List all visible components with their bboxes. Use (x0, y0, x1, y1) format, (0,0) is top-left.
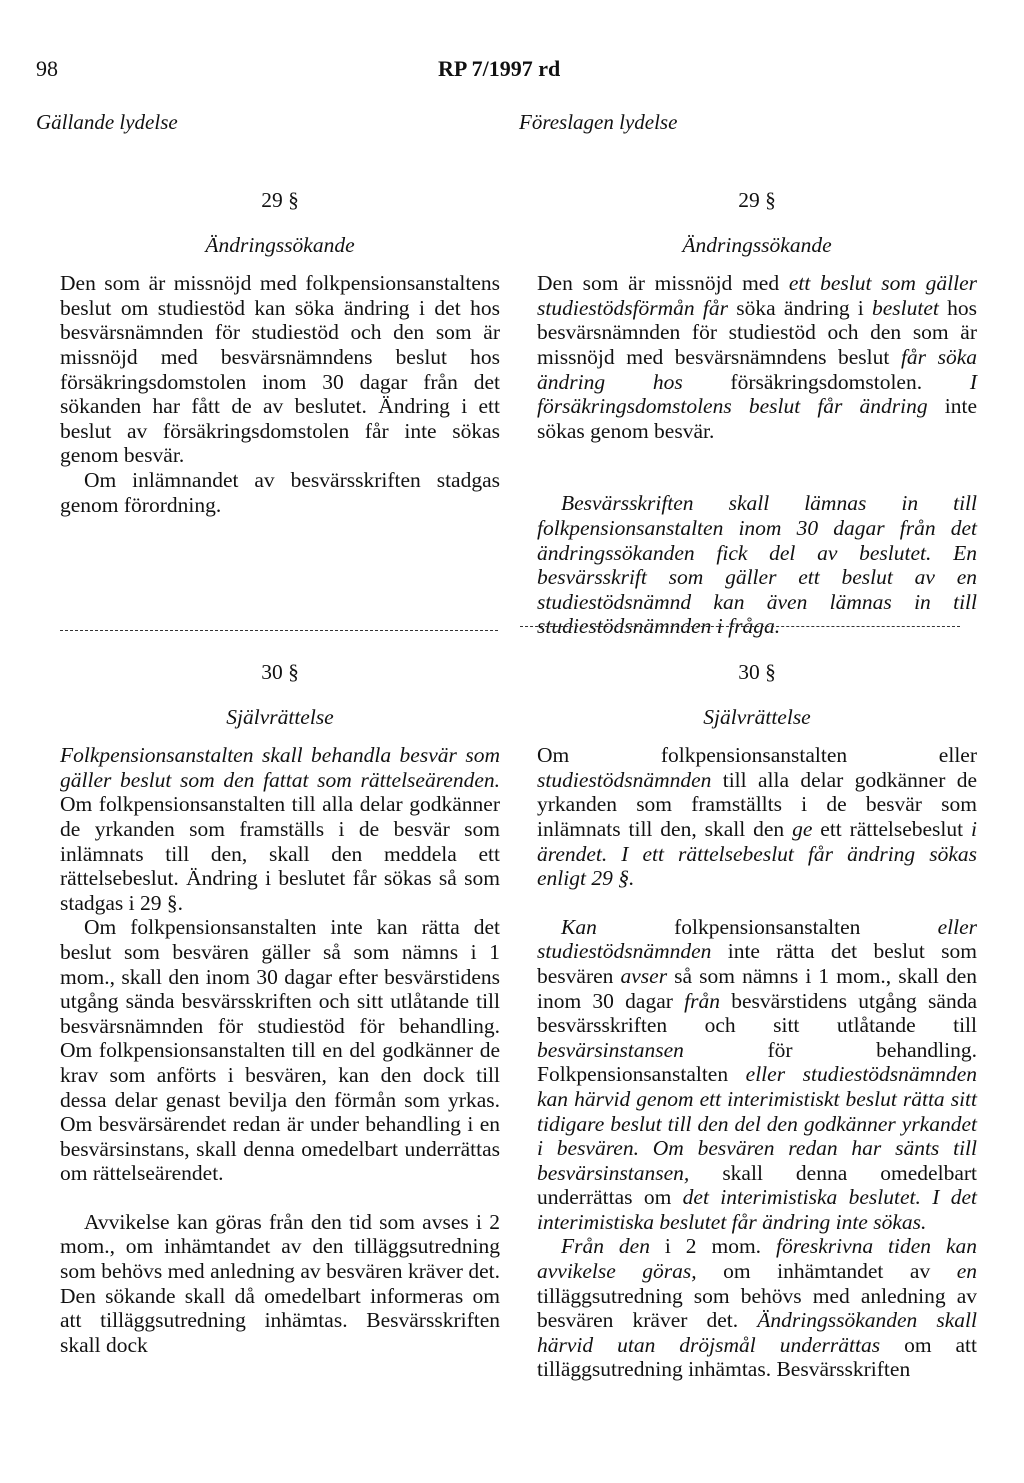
left-section-30 (60, 660, 500, 1357)
section-number: 30 § (261, 660, 299, 684)
italic-text: eller studiestödsnämnden kan härvid genom ett interimistiskt beslut rätta sitt tidigare beslut till den del den godkänner yrkandet i besvären. Om besvären redan har sänts till besvärsinstansen, (537, 1062, 977, 1185)
section-number: 29 § (261, 188, 299, 212)
text: besvärstidens utgång sända besvärsskriften och sitt utlåtande till (537, 988, 977, 1038)
italic-text: ett beslut som gäller studiestödsförmån får (537, 271, 977, 320)
section-title: Ändringssökande (205, 232, 355, 257)
italic-text: I försäkringsdomstolens beslut får ändring (537, 369, 977, 419)
page-number: 98 (36, 56, 58, 81)
text: så som nämns i 1 mom., skall den inom 30 dagar (537, 963, 978, 1013)
section-number: 30 § (738, 660, 776, 684)
left-column-title: Gällande lydelse (36, 110, 178, 134)
text: Om folkpensionsanstalten till alla delar godkänner de yrkanden som framställs i de besvär som inlämnats till den, skall den meddela ett rättelsebeslut. Ändring i beslutet får sökas så som stadgas i 29 §. (60, 792, 500, 915)
italic-text: i ärendet. I ett rättelsebeslut får ändring sökas enligt 29 §. (537, 816, 977, 891)
text: söka ändring i (728, 295, 873, 320)
italic-text: studiestödsnämnden (537, 767, 712, 792)
paragraph: Om folkpensionsanstalten inte kan rätta det beslut som besvären gäller så som nämns i 1 mom., skall den inom 30 dagar efter besvärstidens utgång sända besvärsskriften och sitt utlåtande till besvärsnämnden för studiestöd för behandling. Om folkpensionsanstalten till en del godkänner de krav som anförts i besvären, kan den dock till dessa delar genast bevilja den förmån som yrkas. Om besvärsärendet redan är under behandling i en besvärsinstans, skall denna omedelbart underrättas om rättelseärendet. (60, 915, 500, 1186)
italic-text: Ändringssökanden skall härvid utan dröjsmål underrättas (537, 1308, 977, 1357)
italic-text: eller studiestödsnämnden (537, 914, 977, 964)
section-separator (520, 626, 960, 627)
text: ett rättelsebeslut (812, 816, 972, 841)
italic-text: besvärsinstansen (537, 1037, 684, 1062)
paragraph (537, 1234, 977, 1382)
text: i 2 mom. (649, 1234, 776, 1259)
left-section-29 (60, 188, 500, 517)
paragraph: Den som är missnöjd med folkpensionsanstaltens beslut om studiestöd kan söka ändring i det hos besvärsnämnden för studiestöd och den som är missnöjd med besvärsnämndens beslut hos försäkringsdomstolen inom 30 dagar från det sökanden har fått de av beslutet. Ändring i ett beslut av försäkringsdomstolen får inte sökas genom besvär. (60, 271, 500, 468)
italic-text: Från den (561, 1234, 650, 1259)
text: hos besvärsnämnden för studiestöd och den som är missnöjd med besvärsnämndens beslut (537, 295, 977, 369)
right-section-29 (537, 188, 977, 639)
paragraph: Besvärsskriften skall lämnas in till folkpensionsanstalten inom 30 dagar från det ändringssökanden fick del av beslutet. En besvärsskrift som gäller ett beslut av en studiestödsnämnd kan även lämnas in till studiestödsnämnden i fråga. (537, 491, 977, 639)
paragraph (60, 743, 500, 915)
italic-text: Folkpensionsanstalten skall behandla besvär som gäller beslut som den fattat som rättelseärenden. (60, 743, 500, 792)
section-title: Ändringssökande (682, 232, 832, 257)
paragraph (537, 271, 977, 443)
italic-text: från (684, 988, 720, 1013)
section-number: 29 § (738, 188, 776, 212)
text: inte rätta det beslut som besvären (537, 939, 977, 988)
italic-text: beslutet (872, 295, 939, 320)
italic-text: föreskrivna tiden kan avvikelse göras, (537, 1234, 978, 1284)
text: tilläggsutredning som behövs med anledning av besvären kräver det. (537, 1283, 977, 1333)
document-reference: RP 7/1997 rd (438, 56, 561, 81)
text: skall denna omedelbart underrättas om (537, 1160, 977, 1210)
section-separator (60, 630, 498, 631)
text: folkpensionsanstalten (596, 914, 938, 939)
paragraph: Avvikelse kan göras från den tid som avses i 2 mom., om inhämtandet av den tilläggsutredning som behövs med anledning av besvären kräver det. Den sökande skall då omedelbart informeras om att tilläggsutredning inhämtas. Besvärsskriften skall dock (60, 1209, 500, 1357)
section-title: Självrättelse (703, 704, 811, 729)
text: Om folkpensionsanstalten eller (537, 743, 977, 768)
paragraph (537, 743, 977, 891)
paragraph (537, 915, 977, 1235)
text: till alla delar godkänner de yrkanden som framställts i de besvär som inlämnats till den, skall den (537, 767, 977, 841)
text: försäkringsdomstolen. (682, 369, 970, 394)
right-column-title: Föreslagen lydelse (519, 110, 678, 134)
right-section-30 (537, 660, 977, 1382)
italic-text: Kan (561, 914, 597, 939)
italic-text: får söka ändring hos (537, 344, 977, 394)
italic-text: en (956, 1259, 977, 1284)
text: inte sökas genom besvär. (537, 394, 977, 443)
section-title: Självrättelse (226, 704, 334, 729)
italic-text: ge (792, 816, 813, 841)
text: om att tilläggsutredning inhämtas. Besvärsskriften (537, 1332, 978, 1382)
paragraph: Om inlämnandet av besvärsskriften stadgas genom förordning. (60, 467, 500, 517)
italic-text: avser (620, 963, 668, 988)
italic-text: det interimistiska beslutet. I det interimistiska beslutet får ändring inte sökas. (537, 1185, 977, 1234)
text: om inhämtandet av (696, 1259, 957, 1284)
text: för behandling. Folkpensionsanstalten (537, 1037, 977, 1087)
text: Den som är missnöjd med (537, 271, 789, 296)
